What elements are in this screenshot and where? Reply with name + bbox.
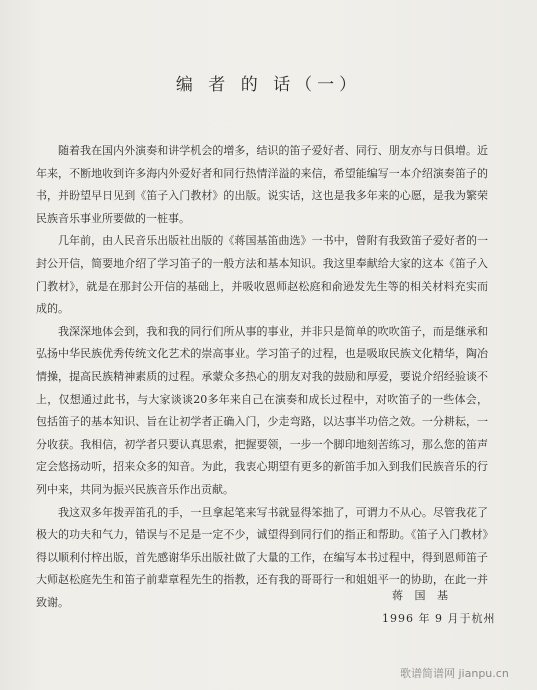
signature-author: 蒋 国 基 bbox=[392, 589, 452, 602]
paragraph-3: 我深深地体会到，我和我的同行们所从事的事业，并非只是简单的吹吹笛子，而是继承和弘扬中华民族优秀传统文化艺术的崇高事业。学习笛子的过程，也是吸取民族文化精华，陶冶情操，提高民族精神素质的过程。承蒙众多热心的朋友对我的鼓励和厚爱，要说介绍经验谈不上，仅想通过此书，与大家谈谈20多年来自己在演奏和成长过程中，对吹笛子的一些体会，包括笛子的基本知识、旨在让初学者正确入门，少走弯路，以达事半功倍之效。一分耕耘，一分收获。我相信，初学者只要认真思索，把握要领，一步一个脚印地刻苦练习，那么您的笛声定会悠扬动听，招来众多的知音。为此，我衷心期望有更多的新笛手加入到我们民族音乐的行列中来，共同为振兴民族音乐作出贡献。 bbox=[36, 324, 488, 496]
paragraph-2: 几年前，由人民音乐出版社出版的《蒋国基笛曲选》一书中，曾附有我致笛子爱好者的一封公开信，简要地介绍了学习笛子的一般方法和基本知识。我这里奉献给大家的这本《笛子入门教材》，就是在那封公开信的基础上，并吸收恩师赵松庭和俞逊发先生等的相关材料充实而成的。 bbox=[36, 234, 488, 316]
paragraph-1: 随着我在国内外演奏和讲学机会的增多，结识的笛子爱好者、同行、朋友亦与日俱增。近年来，不断地收到许多海内外爱好者和同行热情洋溢的来信，希望能编写一本介绍演奏笛子的书，并盼望早日见到《笛子入门教材》的出版。说实话，这也是我多年来的心愿，是我为繁荣民族音乐事业所要做的一桩事。 bbox=[36, 144, 488, 225]
page-title: 编 者 的 话（一） bbox=[175, 75, 362, 95]
signature-date: 1996 年 9 月于杭州 bbox=[382, 612, 496, 625]
body-text bbox=[36, 140, 488, 614]
paragraph-4: 我这双多年拨弄笛孔的手，一旦拿起笔来写书就显得笨拙了，可谓力不从心。尽管我花了极大的功夫和气力，错误与不足是一定不少，诚望得到同行们的指正和帮助。《笛子入门教材》得以顺利付梓出版，首先感谢华乐出版社做了大量的工作，在编写本书过程中，得到恩师笛子大师赵松庭先生和笛子前辈章程先生的指教，还有我的哥哥行一和姐姐平一的协助，在此一并致谢。 bbox=[36, 505, 488, 609]
signature-block bbox=[0, 587, 537, 627]
site-watermark: 歌谱简谱网 jianpu.cn bbox=[400, 667, 509, 680]
